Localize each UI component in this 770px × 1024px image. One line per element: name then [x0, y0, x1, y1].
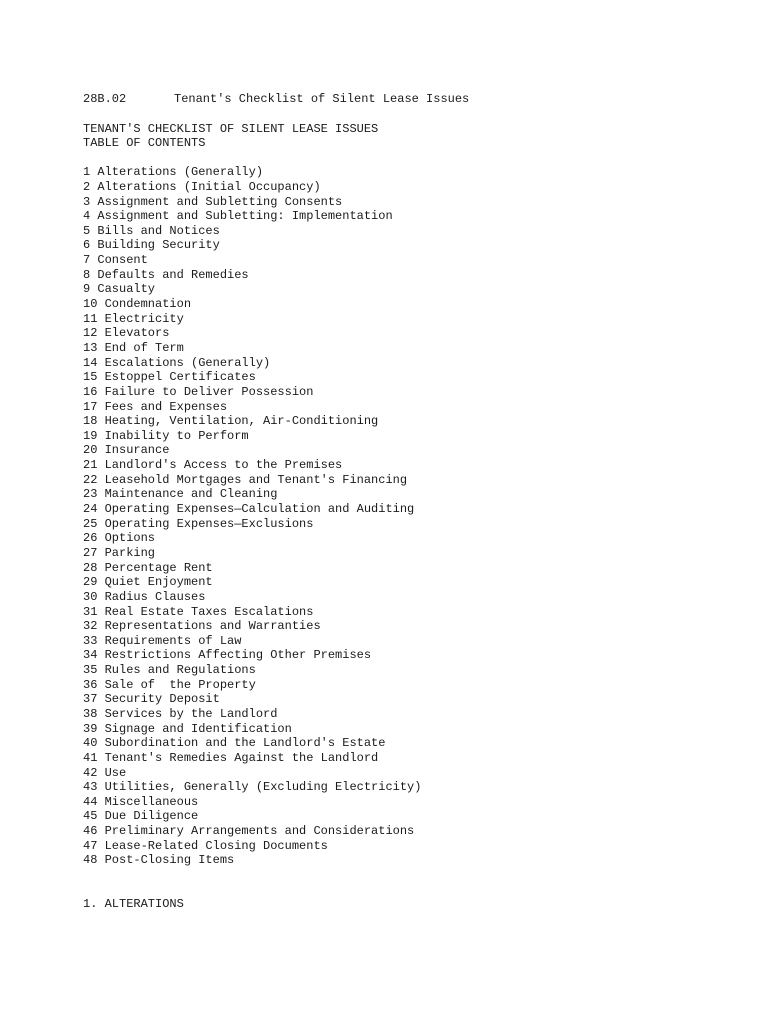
section-header — [83, 92, 743, 107]
toc-item: 6 Building Security — [83, 238, 220, 253]
toc-item: 46 Preliminary Arrangements and Considerations — [83, 824, 415, 839]
document-subtitle: TABLE OF CONTENTS — [83, 136, 206, 151]
toc-item: 28 Percentage Rent — [83, 560, 213, 575]
document-page — [83, 92, 743, 912]
toc-item: 36 Sale of the Property — [83, 677, 256, 692]
toc-item: 11 Electricity — [83, 311, 184, 326]
table-of-contents — [83, 165, 743, 868]
toc-item: 32 Representations and Warranties — [83, 619, 321, 634]
toc-item: 18 Heating, Ventilation, Air-Conditioning — [83, 414, 379, 429]
toc-item: 42 Use — [83, 765, 127, 780]
toc-item: 31 Real Estate Taxes Escalations — [83, 604, 314, 619]
toc-item: 1 Alterations (Generally) — [83, 165, 264, 180]
toc-item: 21 Landlord's Access to the Premises — [83, 458, 343, 473]
toc-item: 8 Defaults and Remedies — [83, 267, 249, 282]
section-number: 28B.02 — [83, 92, 127, 106]
toc-item: 33 Requirements of Law — [83, 633, 242, 648]
toc-item: 14 Escalations (Generally) — [83, 355, 271, 370]
first-section-heading: 1. ALTERATIONS — [83, 897, 184, 912]
toc-item: 44 Miscellaneous — [83, 794, 199, 809]
toc-item: 3 Assignment and Subletting Consents — [83, 194, 343, 209]
toc-item: 7 Consent — [83, 253, 148, 268]
toc-item: 48 Post-Closing Items — [83, 853, 235, 868]
toc-item: 20 Insurance — [83, 443, 170, 458]
toc-item: 16 Failure to Deliver Possession — [83, 384, 314, 399]
toc-item: 4 Assignment and Subletting: Implementation — [83, 209, 393, 224]
toc-item: 41 Tenant's Remedies Against the Landlord — [83, 750, 379, 765]
toc-item: 17 Fees and Expenses — [83, 399, 228, 414]
toc-item: 45 Due Diligence — [83, 809, 199, 824]
toc-item: 23 Maintenance and Cleaning — [83, 487, 278, 502]
toc-item: 40 Subordination and the Landlord's Estate — [83, 736, 386, 751]
toc-item: 43 Utilities, Generally (Excluding Electricity) — [83, 780, 422, 795]
toc-item: 19 Inability to Perform — [83, 428, 249, 443]
section-title: Tenant's Checklist of Silent Lease Issues — [174, 92, 470, 106]
toc-item: 34 Restrictions Affecting Other Premises — [83, 648, 372, 663]
toc-item: 27 Parking — [83, 545, 156, 560]
document-title: TENANT'S CHECKLIST OF SILENT LEASE ISSUES — [83, 121, 379, 136]
toc-item: 26 Options — [83, 531, 156, 546]
toc-item: 12 Elevators — [83, 326, 170, 341]
toc-item: 47 Lease-Related Closing Documents — [83, 838, 328, 853]
toc-item: 13 End of Term — [83, 340, 184, 355]
toc-item: 39 Signage and Identification — [83, 721, 292, 736]
toc-item: 9 Casualty — [83, 282, 156, 297]
toc-item: 2 Alterations (Initial Occupancy) — [83, 179, 321, 194]
toc-item: 15 Estoppel Certificates — [83, 370, 256, 385]
toc-item: 24 Operating Expenses—Calculation and Auditing — [83, 502, 415, 517]
toc-item: 37 Security Deposit — [83, 692, 220, 707]
toc-item: 5 Bills and Notices — [83, 223, 220, 238]
toc-item: 38 Services by the Landlord — [83, 706, 278, 721]
toc-item: 22 Leasehold Mortgages and Tenant's Financing — [83, 472, 408, 487]
toc-item: 29 Quiet Enjoyment — [83, 575, 213, 590]
toc-item: 35 Rules and Regulations — [83, 663, 256, 678]
toc-item: 30 Radius Clauses — [83, 589, 206, 604]
toc-item: 10 Condemnation — [83, 297, 192, 312]
toc-item: 25 Operating Expenses—Exclusions — [83, 516, 314, 531]
